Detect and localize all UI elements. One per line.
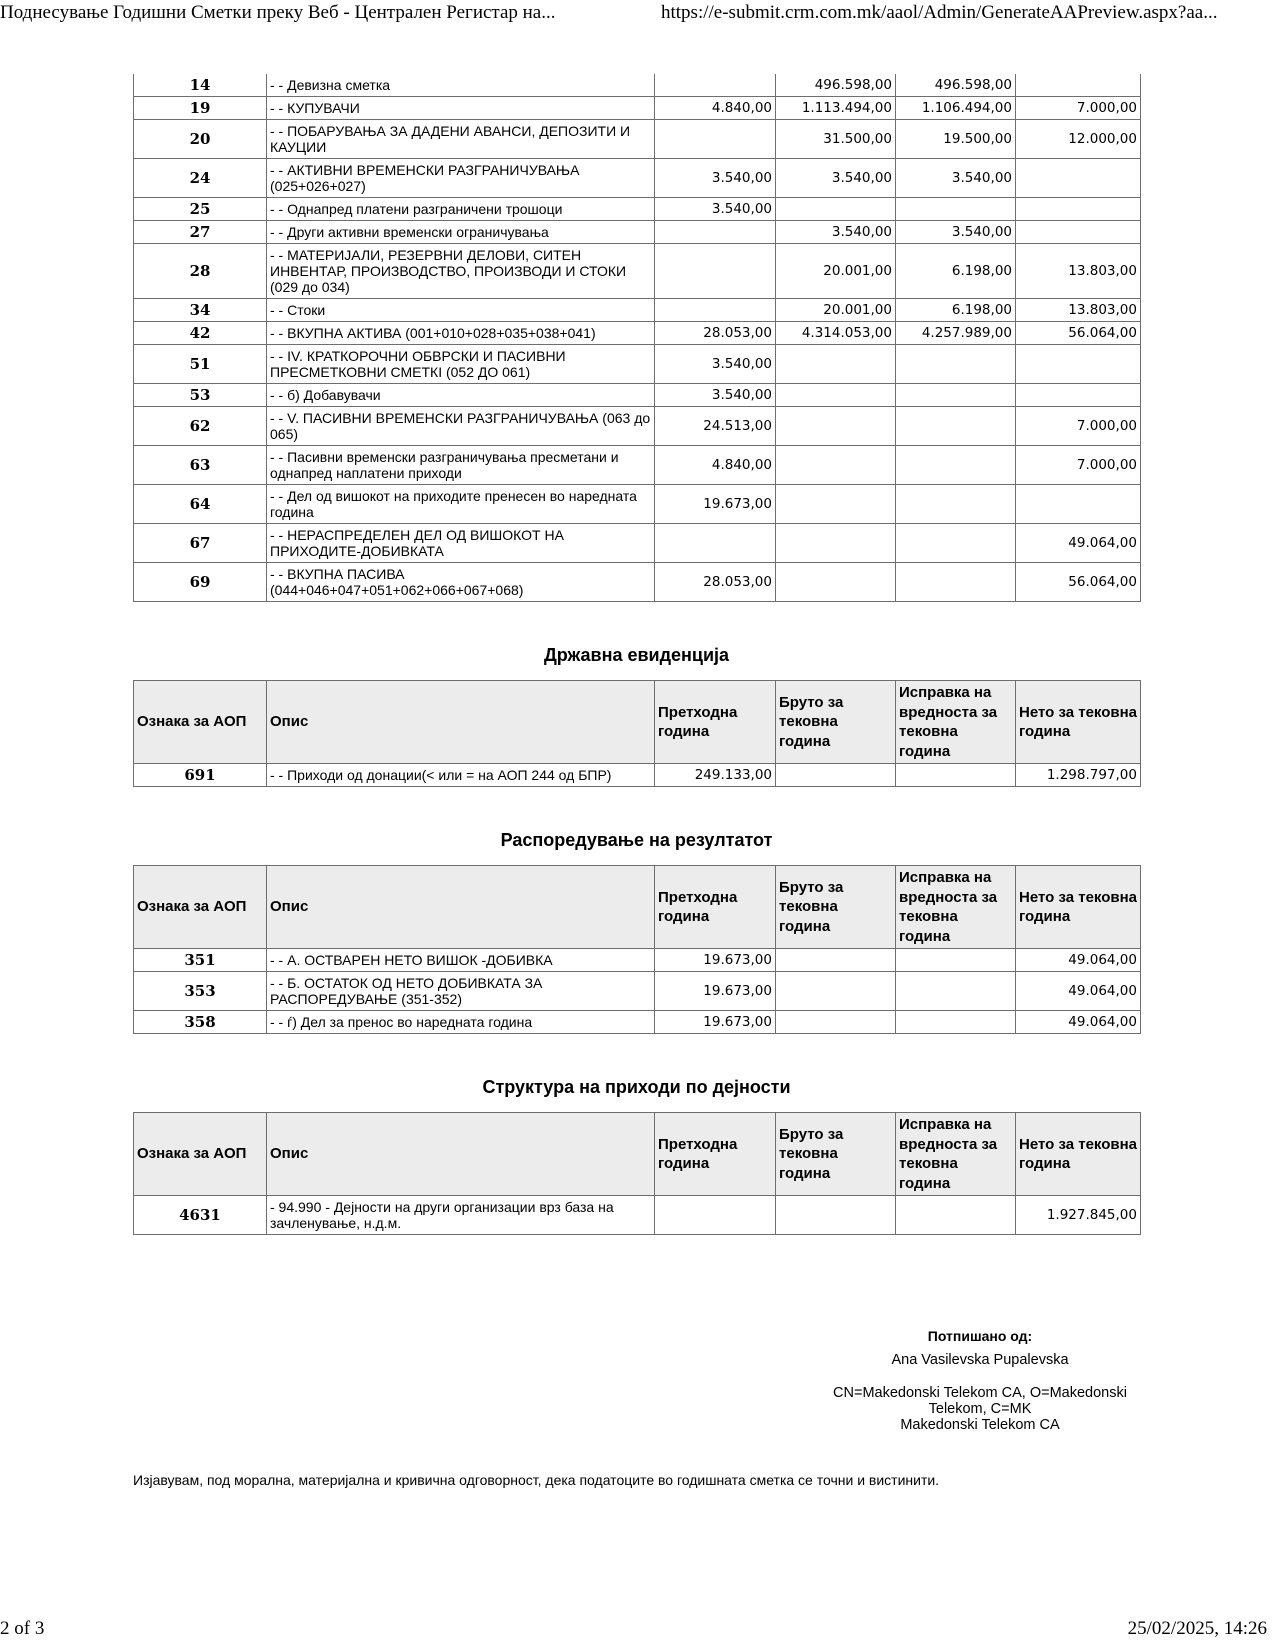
previous-year-cell: 19.673,00 <box>655 949 776 972</box>
print-page-title: Поднесување Годишни Сметки преку Веб - Централен Регистар на... <box>0 2 556 23</box>
table-row <box>134 120 1141 159</box>
net-current-year-cell: 49.064,00 <box>1016 524 1141 563</box>
value-correction-cell <box>896 345 1016 384</box>
previous-year-cell: 28.053,00 <box>655 322 776 345</box>
value-correction-cell: 1.106.494,00 <box>896 97 1016 120</box>
value-correction-cell: 19.500,00 <box>896 120 1016 159</box>
signature-label: Потпишано од: <box>927 1328 1033 1344</box>
column-header-net: Нето за тековна година <box>1016 681 1141 764</box>
description-cell: - - V. ПАСИВНИ ВРЕМЕНСКИ РАЗГРАНИЧУВАЊА (063 до 065) <box>267 407 655 446</box>
previous-year-cell: 3.540,00 <box>655 384 776 407</box>
previous-year-cell: 4.840,00 <box>655 446 776 485</box>
aop-code: 20 <box>134 120 267 159</box>
gross-current-year-cell <box>776 1011 896 1034</box>
previous-year-cell: 3.540,00 <box>655 198 776 221</box>
column-header-description: Опис <box>267 1113 655 1196</box>
column-header-correction: Исправка на вредноста за тековна година <box>896 681 1016 764</box>
gross-current-year-cell <box>776 524 896 563</box>
balance-sheet-body <box>134 74 1141 602</box>
net-current-year-cell: 49.064,00 <box>1016 949 1141 972</box>
description-cell: - 94.990 - Дејности на други организации врз база на зачленување, н.д.м. <box>267 1196 655 1235</box>
table-row <box>134 407 1141 446</box>
description-cell: - - Дел од вишокот на приходите пренесен во наредната година <box>267 485 655 524</box>
table-row <box>134 949 1141 972</box>
table-row <box>134 1196 1141 1235</box>
value-correction-cell <box>896 1011 1016 1034</box>
net-current-year-cell: 49.064,00 <box>1016 1011 1141 1034</box>
certificate-issuer: Makedonski Telekom CA <box>900 1417 1060 1433</box>
column-header-correction: Исправка на вредноста за тековна година <box>896 1113 1016 1196</box>
table-row <box>134 446 1141 485</box>
column-header-net: Нето за тековна година <box>1016 1113 1141 1196</box>
value-correction-cell <box>896 972 1016 1011</box>
net-current-year-cell: 7.000,00 <box>1016 97 1141 120</box>
column-header-net: Нето за тековна година <box>1016 866 1141 949</box>
report-content <box>133 74 1140 1235</box>
net-current-year-cell: 7.000,00 <box>1016 446 1141 485</box>
aop-code: 353 <box>134 972 267 1011</box>
column-header-previous-year: Претходна година <box>655 681 776 764</box>
value-correction-cell <box>896 1196 1016 1235</box>
column-header-aop: Ознака за АОП <box>134 681 267 764</box>
previous-year-cell <box>655 120 776 159</box>
gross-current-year-cell <box>776 407 896 446</box>
table-row <box>134 244 1141 299</box>
description-cell: - - Девизна сметка <box>267 74 655 97</box>
table-row <box>134 159 1141 198</box>
description-cell: - - Б. ОСТАТОК ОД НЕТО ДОБИВКАТА ЗА РАСПОРЕДУВАЊЕ (351-352) <box>267 972 655 1011</box>
previous-year-cell <box>655 244 776 299</box>
table-row <box>134 299 1141 322</box>
table-row <box>134 198 1141 221</box>
net-current-year-cell: 13.803,00 <box>1016 244 1141 299</box>
description-cell: - - ВКУПНА ПАСИВА (044+046+047+051+062+066+067+068) <box>267 563 655 602</box>
column-header-gross: Бруто за тековна година <box>776 681 896 764</box>
aop-code: 24 <box>134 159 267 198</box>
gross-current-year-cell <box>776 949 896 972</box>
report-sections <box>133 645 1140 1235</box>
table-row <box>134 322 1141 345</box>
description-cell: - - ѓ) Дел за пренос во наредната година <box>267 1011 655 1034</box>
gross-current-year-cell <box>776 345 896 384</box>
report-section <box>133 830 1140 1034</box>
aop-code: 34 <box>134 299 267 322</box>
net-current-year-cell: 56.064,00 <box>1016 563 1141 602</box>
section-title: Структура на приходи по дејности <box>482 1077 791 1097</box>
gross-current-year-cell: 3.540,00 <box>776 221 896 244</box>
description-cell: - - МАТЕРИЈАЛИ, РЕЗЕРВНИ ДЕЛОВИ, СИТЕН ИНВЕНТАР, ПРОИЗВОДСТВО, ПРОИЗВОДИ И СТОКИ (029 до 034) <box>267 244 655 299</box>
aop-code: 14 <box>134 74 267 97</box>
gross-current-year-cell: 1.113.494,00 <box>776 97 896 120</box>
net-current-year-cell: 56.064,00 <box>1016 322 1141 345</box>
description-cell: - - б) Добавувачи <box>267 384 655 407</box>
table-row <box>134 345 1141 384</box>
signer-name: Ana Vasilevska Pupalevska <box>891 1352 1069 1368</box>
value-correction-cell <box>896 485 1016 524</box>
gross-current-year-cell <box>776 563 896 602</box>
table-header-row <box>134 681 1141 764</box>
certificate-subject <box>800 1385 1160 1433</box>
table-row <box>134 97 1141 120</box>
aop-code: 351 <box>134 949 267 972</box>
report-section <box>133 645 1140 787</box>
certificate-line-1: CN=Makedonski Telekom CA, O=Makedonski <box>833 1385 1127 1401</box>
description-cell: - - ВКУПНА АКТИВА (001+010+028+035+038+041) <box>267 322 655 345</box>
description-cell: - - Стоки <box>267 299 655 322</box>
value-correction-cell <box>896 524 1016 563</box>
description-cell: - - IV. КРАТКОРОЧНИ ОБВРСКИ И ПАСИВНИ ПРЕСМЕТКОВНИ СМЕТКI (052 ДО 061) <box>267 345 655 384</box>
table-row <box>134 524 1141 563</box>
signature-block <box>800 1328 1160 1433</box>
column-header-correction: Исправка на вредноста за тековна година <box>896 866 1016 949</box>
value-correction-cell: 3.540,00 <box>896 221 1016 244</box>
previous-year-cell: 3.540,00 <box>655 345 776 384</box>
value-correction-cell: 6.198,00 <box>896 244 1016 299</box>
aop-code: 19 <box>134 97 267 120</box>
gross-current-year-cell: 496.598,00 <box>776 74 896 97</box>
print-header <box>0 2 1275 30</box>
section-title: Распоредување на резултатот <box>500 830 773 850</box>
aop-code: 4631 <box>134 1196 267 1235</box>
net-current-year-cell <box>1016 345 1141 384</box>
description-cell: - - А. ОСТВАРЕН НЕТО ВИШОК -ДОБИВКА <box>267 949 655 972</box>
gross-current-year-cell: 4.314.053,00 <box>776 322 896 345</box>
report-section <box>133 1077 1140 1235</box>
aop-code: 25 <box>134 198 267 221</box>
previous-year-cell: 3.540,00 <box>655 159 776 198</box>
description-cell: - - Однапред платени разграничени трошоци <box>267 198 655 221</box>
gross-current-year-cell <box>776 446 896 485</box>
aop-code: 42 <box>134 322 267 345</box>
net-current-year-cell <box>1016 485 1141 524</box>
print-footer <box>0 1618 1275 1646</box>
gross-current-year-cell <box>776 198 896 221</box>
section-table <box>133 865 1141 1034</box>
value-correction-cell <box>896 764 1016 787</box>
gross-current-year-cell: 20.001,00 <box>776 244 896 299</box>
net-current-year-cell: 7.000,00 <box>1016 407 1141 446</box>
net-current-year-cell: 1.927.845,00 <box>1016 1196 1141 1235</box>
gross-current-year-cell <box>776 485 896 524</box>
previous-year-cell <box>655 1196 776 1235</box>
table-row <box>134 74 1141 97</box>
column-header-previous-year: Претходна година <box>655 1113 776 1196</box>
aop-code: 67 <box>134 524 267 563</box>
value-correction-cell: 6.198,00 <box>896 299 1016 322</box>
description-cell: - - АКТИВНИ ВРЕМЕНСКИ РАЗГРАНИЧУВАЊА (025+026+027) <box>267 159 655 198</box>
gross-current-year-cell <box>776 972 896 1011</box>
column-header-previous-year: Претходна година <box>655 866 776 949</box>
page-number: 2 of 3 <box>0 1618 45 1639</box>
section-title: Државна евиденција <box>543 645 730 665</box>
table-row <box>134 485 1141 524</box>
previous-year-cell: 19.673,00 <box>655 972 776 1011</box>
previous-year-cell: 19.673,00 <box>655 1011 776 1034</box>
gross-current-year-cell <box>776 764 896 787</box>
value-correction-cell <box>896 563 1016 602</box>
column-header-gross: Бруто за тековна година <box>776 1113 896 1196</box>
column-header-gross: Бруто за тековна година <box>776 866 896 949</box>
table-row <box>134 221 1141 244</box>
previous-year-cell: 28.053,00 <box>655 563 776 602</box>
column-header-description: Опис <box>267 866 655 949</box>
gross-current-year-cell: 3.540,00 <box>776 159 896 198</box>
table-header-row <box>134 1113 1141 1196</box>
aop-code: 51 <box>134 345 267 384</box>
description-cell: - - КУПУВАЧИ <box>267 97 655 120</box>
net-current-year-cell: 12.000,00 <box>1016 120 1141 159</box>
net-current-year-cell <box>1016 198 1141 221</box>
certificate-line-2: Telekom, C=MK <box>928 1401 1032 1417</box>
description-cell: - - Пасивни временски разграничувања пресметани и однапред наплатени приходи <box>267 446 655 485</box>
balance-sheet-table <box>133 74 1141 602</box>
table-row <box>134 764 1141 787</box>
net-current-year-cell: 13.803,00 <box>1016 299 1141 322</box>
net-current-year-cell <box>1016 159 1141 198</box>
net-current-year-cell <box>1016 74 1141 97</box>
description-cell: - - Приходи од донации(< или = на АОП 244 од БПР) <box>267 764 655 787</box>
column-header-aop: Ознака за АОП <box>134 866 267 949</box>
gross-current-year-cell: 20.001,00 <box>776 299 896 322</box>
value-correction-cell: 496.598,00 <box>896 74 1016 97</box>
aop-code: 62 <box>134 407 267 446</box>
previous-year-cell <box>655 299 776 322</box>
previous-year-cell <box>655 221 776 244</box>
gross-current-year-cell <box>776 384 896 407</box>
aop-code: 69 <box>134 563 267 602</box>
value-correction-cell <box>896 446 1016 485</box>
net-current-year-cell: 1.298.797,00 <box>1016 764 1141 787</box>
aop-code: 53 <box>134 384 267 407</box>
value-correction-cell <box>896 949 1016 972</box>
description-cell: - - Други активни временски ограничувања <box>267 221 655 244</box>
value-correction-cell: 3.540,00 <box>896 159 1016 198</box>
aop-code: 63 <box>134 446 267 485</box>
aop-code: 358 <box>134 1011 267 1034</box>
aop-code: 27 <box>134 221 267 244</box>
aop-code: 64 <box>134 485 267 524</box>
value-correction-cell: 4.257.989,00 <box>896 322 1016 345</box>
column-header-description: Опис <box>267 681 655 764</box>
table-row <box>134 563 1141 602</box>
print-page-url: https://e-submit.crm.com.mk/aaol/Admin/GenerateAAPreview.aspx?aa... <box>661 2 1218 23</box>
value-correction-cell <box>896 407 1016 446</box>
table-row <box>134 384 1141 407</box>
previous-year-cell: 24.513,00 <box>655 407 776 446</box>
net-current-year-cell <box>1016 384 1141 407</box>
aop-code: 28 <box>134 244 267 299</box>
section-table <box>133 680 1141 787</box>
column-header-aop: Ознака за АОП <box>134 1113 267 1196</box>
section-table <box>133 1112 1141 1235</box>
net-current-year-cell: 49.064,00 <box>1016 972 1141 1011</box>
table-row <box>134 1011 1141 1034</box>
aop-code: 691 <box>134 764 267 787</box>
declaration-text: Изјавувам, под морална, материјална и кривична одговорност, дека податоците во годишната сметка се точни и вистинити. <box>133 1472 940 1488</box>
description-cell: - - НЕРАСПРЕДЕЛЕН ДЕЛ ОД ВИШОКОТ НА ПРИХОДИТЕ-ДОБИВКАТА <box>267 524 655 563</box>
previous-year-cell: 19.673,00 <box>655 485 776 524</box>
previous-year-cell: 4.840,00 <box>655 97 776 120</box>
gross-current-year-cell <box>776 1196 896 1235</box>
table-header-row <box>134 866 1141 949</box>
previous-year-cell: 249.133,00 <box>655 764 776 787</box>
gross-current-year-cell: 31.500,00 <box>776 120 896 159</box>
value-correction-cell <box>896 198 1016 221</box>
value-correction-cell <box>896 384 1016 407</box>
print-datetime: 25/02/2025, 14:26 <box>1127 1618 1267 1639</box>
previous-year-cell <box>655 524 776 563</box>
net-current-year-cell <box>1016 221 1141 244</box>
table-row <box>134 972 1141 1011</box>
description-cell: - - ПОБАРУВАЊА ЗА ДАДЕНИ АВАНСИ, ДЕПОЗИТИ И КАУЦИИ <box>267 120 655 159</box>
previous-year-cell <box>655 74 776 97</box>
